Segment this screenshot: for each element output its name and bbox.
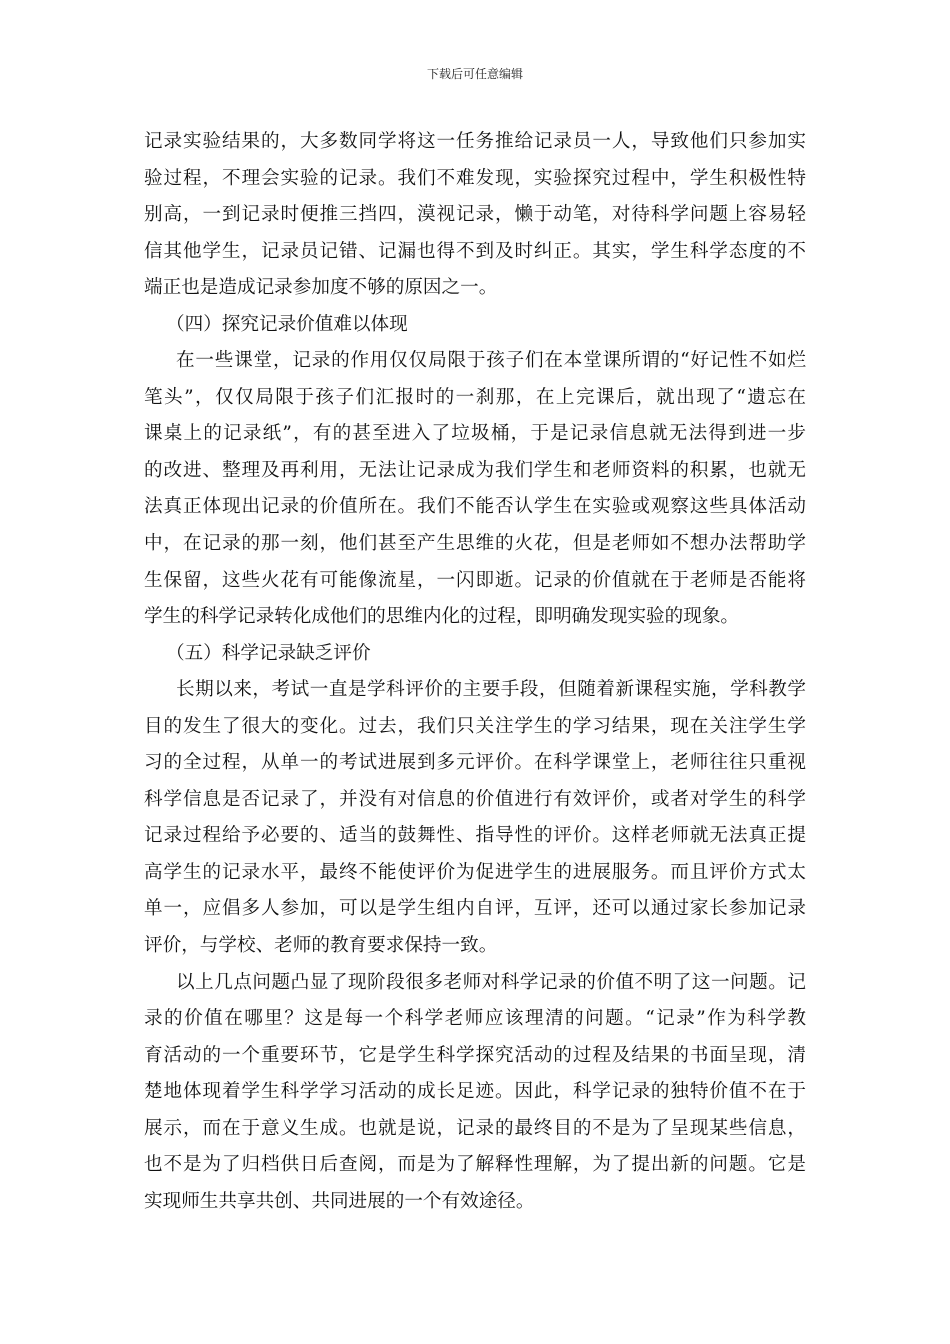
text-line: 录的价值在哪里？这是每一个科学老师应该理清的问题。“记录”作为科学教 xyxy=(144,1008,806,1030)
text-line: 验过程，不理会实验的记录。我们不难发现，实验探究过程中，学生积极性特 xyxy=(144,167,806,189)
text-line: 楚地体现着学生科学学习活动的成长足迹。因此，科学记录的独特价值不在于 xyxy=(144,1081,806,1103)
section-heading xyxy=(144,307,806,344)
text-line: 生保留，这些火花有可能像流星，一闪即逝。记录的价值就在于老师是否能将 xyxy=(144,569,806,591)
text-line: 单一，应倡多人参加，可以是学生组内自评，互评，还可以通过家长参加记录 xyxy=(144,898,806,920)
text-line: 笔头”，仅仅局限于孩子们汇报时的一刹那，在上完课后，就出现了“遗忘在 xyxy=(144,386,806,408)
text-line: 长期以来，考试一直是学科评价的主要手段，但随着新课程实施，学科教学 xyxy=(176,679,806,701)
paragraph xyxy=(144,343,806,635)
text-line: 中，在记录的那一刻，他们甚至产生思维的火花，但是老师如不想办法帮助学 xyxy=(144,533,806,555)
text-line: 端正也是造成记录参加度不够的原因之一。 xyxy=(144,277,498,299)
text-line: 目的发生了很大的变化。过去，我们只关注学生的学习结果，现在关注学生学 xyxy=(144,715,806,737)
text-line: 记录实验结果的，大多数同学将这一任务推给记录员一人，导致他们只参加实 xyxy=(144,131,806,152)
text-line: 法真正体现出记录的价值所在。我们不能否认学生在实验或观察这些具体活动 xyxy=(144,496,806,518)
paragraph xyxy=(144,965,806,1221)
text-line: 展示，而在于意义生成。也就是说，记录的最终目的不是为了呈现某些信息， xyxy=(144,1117,806,1139)
text-line: 也不是为了归档供日后查阅，而是为了解释性理解，为了提出新的问题。它是 xyxy=(144,1154,806,1176)
text-line: 育活动的一个重要环节，它是学生科学探究活动的过程及结果的书面呈现，清 xyxy=(144,1044,806,1066)
document-body xyxy=(144,124,806,1220)
text-line: 在一些课堂，记录的作用仅仅局限于孩子们在本堂课所谓的“好记性不如烂 xyxy=(176,350,806,372)
section-heading-text: （四）探究记录价值难以体现 xyxy=(166,313,408,335)
page-header: 下载后可任意编辑 xyxy=(426,67,523,81)
section-heading xyxy=(144,636,806,673)
section-heading-text: （五）科学记录缺乏评价 xyxy=(166,642,371,664)
text-line: 评价，与学校、老师的教育要求保持一致。 xyxy=(144,935,498,957)
text-line: 习的全过程，从单一的考试进展到多元评价。在科学课堂上，老师往往只重视 xyxy=(144,752,806,774)
text-line: 高学生的记录水平，最终不能使评价为促进学生的进展服务。而且评价方式太 xyxy=(144,861,806,883)
text-line: 实现师生共享共创、共同进展的一个有效途径。 xyxy=(144,1190,535,1212)
text-line: 信其他学生，记录员记错、记漏也得不到及时纠正。其实，学生科学态度的不 xyxy=(144,240,806,262)
paragraph xyxy=(144,124,806,307)
text-line: 记录过程给予必要的、适当的鼓舞性、指导性的评价。这样老师就无法真正提 xyxy=(144,825,806,847)
text-line: 学生的科学记录转化成他们的思维内化的过程，即明确发现实验的现象。 xyxy=(144,606,740,628)
text-line: 别高，一到记录时便推三挡四，漠视记录，懒于动笔，对待科学问题上容易轻 xyxy=(144,204,806,226)
text-line: 课桌上的记录纸”，有的甚至进入了垃圾桶，于是记录信息就无法得到进一步 xyxy=(144,423,806,445)
text-line: 以上几点问题凸显了现阶段很多老师对科学记录的价值不明了这一问题。记 xyxy=(176,971,806,993)
text-line: 科学信息是否记录了，并没有对信息的价值进行有效评价，或者对学生的科学 xyxy=(144,788,806,810)
text-line: 的改进、整理及再利用，无法让记录成为我们学生和老师资料的积累，也就无 xyxy=(144,459,806,481)
paragraph xyxy=(144,672,806,964)
